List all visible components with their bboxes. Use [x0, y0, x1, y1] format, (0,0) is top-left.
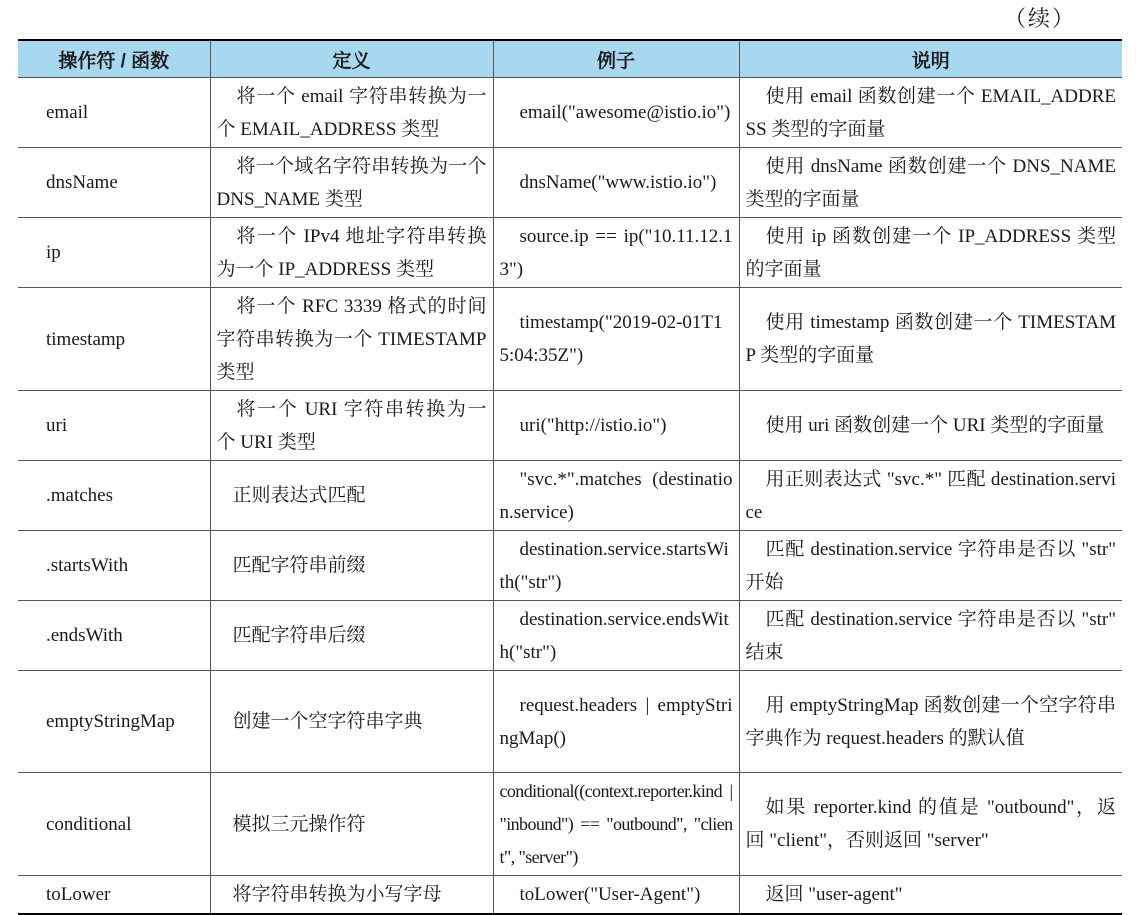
- cell-example: destination.service.endsWith("str"): [493, 601, 739, 671]
- cell-example: dnsName("www.istio.io"): [493, 148, 739, 218]
- cell-description: 使用 ip 函数创建一个 IP_ADDRESS 类型的字面量: [739, 218, 1122, 288]
- table-row: [18, 288, 1122, 391]
- cell-definition: 创建一个空字符串字典: [210, 671, 493, 773]
- table-row: [18, 531, 1122, 601]
- cell-example: destination.service.startsWith("str"): [493, 531, 739, 601]
- cell-definition: 将一个域名字符串转换为一个 DNS_NAME 类型: [210, 148, 493, 218]
- table-row: [18, 461, 1122, 531]
- operators-table: [18, 39, 1122, 915]
- table-row: [18, 773, 1122, 876]
- cell-definition: 将一个 RFC 3339 格式的时间字符串转换为一个 TIMESTAMP 类型: [210, 288, 493, 391]
- cell-operator: email: [18, 78, 210, 148]
- cell-operator: .startsWith: [18, 531, 210, 601]
- cell-example: conditional((context.reporter.kind | "inbound") == "outbound", "client", "server"): [493, 773, 739, 876]
- cell-operator: dnsName: [18, 148, 210, 218]
- cell-definition: 将一个 email 字符串转换为一个 EMAIL_ADDRESS 类型: [210, 78, 493, 148]
- cell-example: timestamp("2019-02-01T15:04:35Z"): [493, 288, 739, 391]
- cell-description: 返回 "user-agent": [739, 876, 1122, 914]
- cell-description: 用正则表达式 "svc.*" 匹配 destination.service: [739, 461, 1122, 531]
- cell-example: uri("http://istio.io"): [493, 391, 739, 461]
- cell-description: 使用 email 函数创建一个 EMAIL_ADDRESS 类型的字面量: [739, 78, 1122, 148]
- table-row: [18, 218, 1122, 288]
- cell-description: 匹配 destination.service 字符串是否以 "str" 结束: [739, 601, 1122, 671]
- header-description: 说明: [739, 40, 1122, 78]
- header-row: [18, 40, 1122, 78]
- cell-description: 用 emptyStringMap 函数创建一个空字符串字典作为 request.headers 的默认值: [739, 671, 1122, 773]
- header-definition: 定义: [210, 40, 493, 78]
- cell-operator: .matches: [18, 461, 210, 531]
- cell-description: 使用 dnsName 函数创建一个 DNS_NAME 类型的字面量: [739, 148, 1122, 218]
- table-row: [18, 671, 1122, 773]
- cell-operator: emptyStringMap: [18, 671, 210, 773]
- table-body: [18, 78, 1122, 914]
- cell-example: request.headers | emptyStringMap(): [493, 671, 739, 773]
- table-header: [18, 40, 1122, 78]
- cell-definition: 匹配字符串后缀: [210, 601, 493, 671]
- table-row: [18, 876, 1122, 914]
- cell-description: 匹配 destination.service 字符串是否以 "str" 开始: [739, 531, 1122, 601]
- cell-operator: timestamp: [18, 288, 210, 391]
- cell-definition: 将字符串转换为小写字母: [210, 876, 493, 914]
- header-example: 例子: [493, 40, 739, 78]
- cell-definition: 匹配字符串前缀: [210, 531, 493, 601]
- cell-operator: uri: [18, 391, 210, 461]
- cell-example: email("awesome@istio.io"): [493, 78, 739, 148]
- cell-definition: 模拟三元操作符: [210, 773, 493, 876]
- cell-description: 如果 reporter.kind 的值是 "outbound"，返回 "client"，否则返回 "server": [739, 773, 1122, 876]
- cell-example: source.ip == ip("10.11.12.13"): [493, 218, 739, 288]
- cell-example: toLower("User-Agent"): [493, 876, 739, 914]
- cell-description: 使用 timestamp 函数创建一个 TIMESTAMP 类型的字面量: [739, 288, 1122, 391]
- cell-definition: 将一个 URI 字符串转换为一个 URI 类型: [210, 391, 493, 461]
- table-row: [18, 601, 1122, 671]
- table-row: [18, 78, 1122, 148]
- cell-definition: 将一个 IPv4 地址字符串转换为一个 IP_ADDRESS 类型: [210, 218, 493, 288]
- cell-definition: 正则表达式匹配: [210, 461, 493, 531]
- table-row: [18, 391, 1122, 461]
- table-row: [18, 148, 1122, 218]
- cell-operator: .endsWith: [18, 601, 210, 671]
- cell-description: 使用 uri 函数创建一个 URI 类型的字面量: [739, 391, 1122, 461]
- header-operator: 操作符 / 函数: [18, 40, 210, 78]
- cell-operator: ip: [18, 218, 210, 288]
- cell-operator: toLower: [18, 876, 210, 914]
- cell-operator: conditional: [18, 773, 210, 876]
- cell-example: "svc.*".matches (destination.service): [493, 461, 739, 531]
- continued-label: （续）: [1003, 6, 1076, 31]
